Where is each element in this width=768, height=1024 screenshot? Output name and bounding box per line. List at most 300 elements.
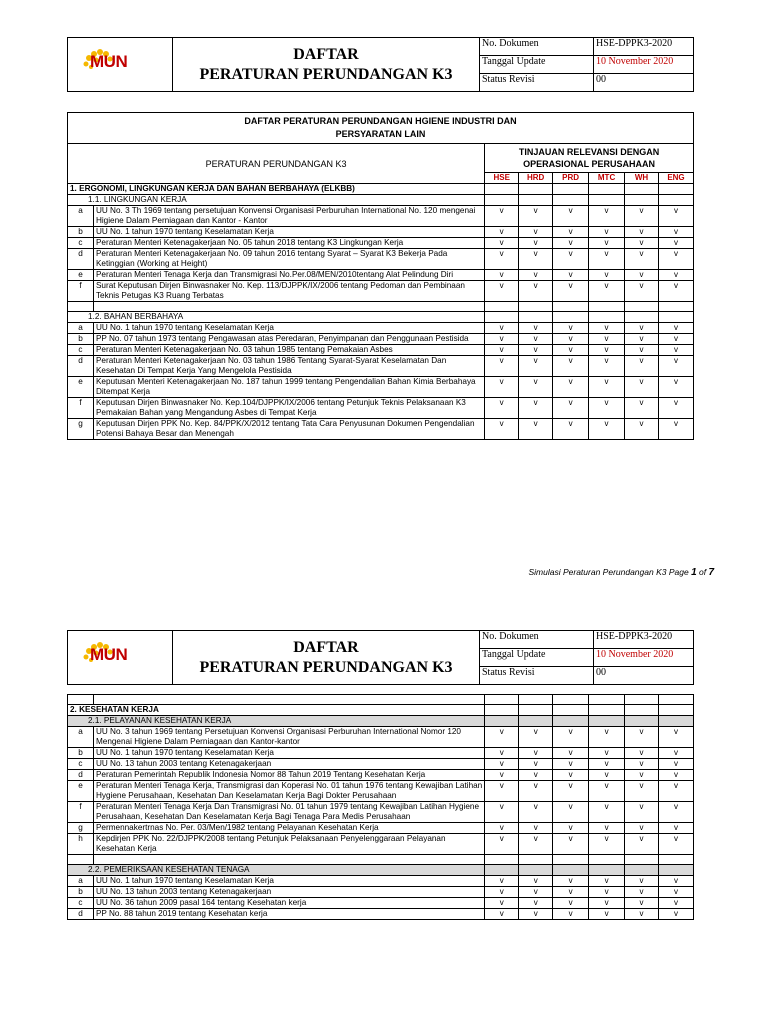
check-mark-eng: v xyxy=(658,887,693,898)
check-mark-wh: v xyxy=(625,770,659,781)
empty-cell xyxy=(519,855,553,865)
check-mark-hrd: v xyxy=(519,727,553,748)
check-mark-wh: v xyxy=(625,727,659,748)
empty-cell xyxy=(658,184,693,195)
check-mark-hrd: v xyxy=(519,281,553,302)
col-regulation-header: PERATURAN PERUNDANGAN K3 xyxy=(68,144,485,184)
check-mark-hse: v xyxy=(485,323,519,334)
check-mark-prd: v xyxy=(553,876,589,887)
empty-cell xyxy=(625,695,659,705)
check-mark-hse: v xyxy=(485,823,519,834)
check-mark-hrd: v xyxy=(519,823,553,834)
check-mark-hse: v xyxy=(485,781,519,802)
check-mark-eng: v xyxy=(658,377,693,398)
empty-cell xyxy=(625,312,659,323)
check-mark-wh: v xyxy=(625,781,659,802)
item-description: Keputusan Dirjen Binwasnaker No. Kep.104/DJPPK/IX/2006 tentang Petunjuk Teknis Pelaksanaan K3 Pemakaian Bahan yang Mengandung Asbes di Tempat Kerja xyxy=(93,398,484,419)
empty-cell xyxy=(519,302,553,312)
table-row xyxy=(68,206,694,227)
item-description: Peraturan Menteri Ketenagakerjaan No. 03 tahun 1986 Tentang Syarat-Syarat Keselamatan Dan Kesehatan Di Tempat Kerja Yang Mengelola Pestisida xyxy=(93,356,484,377)
item-letter: e xyxy=(68,377,94,398)
empty-cell xyxy=(553,184,589,195)
check-mark-hrd: v xyxy=(519,909,553,920)
empty-cell xyxy=(589,195,625,206)
empty-cell xyxy=(625,195,659,206)
table-row xyxy=(68,377,694,398)
empty-cell xyxy=(658,865,693,876)
empty-cell xyxy=(485,302,519,312)
check-mark-hse: v xyxy=(485,759,519,770)
section-title: 2. KESEHATAN KERJA xyxy=(68,705,485,716)
item-letter: a xyxy=(68,323,94,334)
section-row xyxy=(68,195,694,206)
item-letter: d xyxy=(68,249,94,270)
table-row xyxy=(68,345,694,356)
check-mark-eng: v xyxy=(658,270,693,281)
table-title xyxy=(68,113,694,144)
item-letter: b xyxy=(68,334,94,345)
revision-value: 00 xyxy=(594,74,694,92)
item-description: UU No. 1 tahun 1970 tentang Keselamatan Kerja xyxy=(93,227,484,238)
item-letter: f xyxy=(68,802,94,823)
item-description: Kepdirjen PPK No. 22/DJPPK/2008 tentang Petunjuk Pelaksanaan Penyelenggaraan Pelayanan Kesehatan Kerja xyxy=(93,834,484,855)
check-mark-wh: v xyxy=(625,281,659,302)
check-mark-prd: v xyxy=(553,345,589,356)
empty-cell xyxy=(589,855,625,865)
item-letter: c xyxy=(68,345,94,356)
section-row xyxy=(68,716,694,727)
check-mark-prd: v xyxy=(553,227,589,238)
check-mark-wh: v xyxy=(625,748,659,759)
check-mark-hse: v xyxy=(485,802,519,823)
empty-cell xyxy=(519,184,553,195)
section-row xyxy=(68,705,694,716)
check-mark-hrd: v xyxy=(519,377,553,398)
item-description: Peraturan Menteri Ketenagakerjaan No. 09 tahun 2016 tentang Syarat – Syarat K3 Bekerja Pada Ketinggian (Working at Height) xyxy=(93,249,484,270)
item-letter: a xyxy=(68,206,94,227)
section-title: 1.1. LINGKUNGAN KERJA xyxy=(68,195,485,206)
table-row xyxy=(68,909,694,920)
document-title xyxy=(173,38,480,92)
check-mark-mtc: v xyxy=(589,345,625,356)
check-mark-prd: v xyxy=(553,898,589,909)
document-header xyxy=(67,37,694,92)
check-mark-prd: v xyxy=(553,356,589,377)
regulation-table-page-2 xyxy=(67,694,694,920)
item-description: Keputusan Dirjen PPK No. Kep. 84/PPK/X/2012 tentang Tata Cara Penyusunan Dokumen Pengendalian Potensi Bahaya Besar dan Menengah xyxy=(93,419,484,440)
check-mark-wh: v xyxy=(625,270,659,281)
table-row xyxy=(68,834,694,855)
item-letter: c xyxy=(68,898,94,909)
empty-cell xyxy=(553,302,589,312)
check-mark-hrd: v xyxy=(519,781,553,802)
check-mark-prd: v xyxy=(553,419,589,440)
empty-cell xyxy=(519,865,553,876)
table-row xyxy=(68,802,694,823)
empty-cell xyxy=(589,705,625,716)
item-letter: e xyxy=(68,781,94,802)
check-mark-prd: v xyxy=(553,834,589,855)
item-description: PP No. 07 tahun 1973 tentang Pengawasan atas Peredaran, Penyimpanan dan Penggunaan Pestisida xyxy=(93,334,484,345)
item-letter: g xyxy=(68,823,94,834)
item-letter: b xyxy=(68,748,94,759)
section-row xyxy=(68,184,694,195)
logo-text: MUN xyxy=(90,645,128,664)
empty-cell xyxy=(553,705,589,716)
check-mark-hse: v xyxy=(485,334,519,345)
item-description: Surat Keputusan Dirjen Binwasnaker No. Kep. 113/DJPPK/IX/2006 tentang Pedoman dan Pembinaan Teknis Petugas K3 Ruang Terbatas xyxy=(93,281,484,302)
check-mark-hse: v xyxy=(485,270,519,281)
check-mark-hrd: v xyxy=(519,748,553,759)
empty-cell xyxy=(658,716,693,727)
check-mark-mtc: v xyxy=(589,781,625,802)
check-mark-hrd: v xyxy=(519,334,553,345)
section-title: 1.2. BAHAN BERBAHAYA xyxy=(68,312,485,323)
check-mark-eng: v xyxy=(658,249,693,270)
table-row xyxy=(68,323,694,334)
table-row xyxy=(68,270,694,281)
item-letter: d xyxy=(68,770,94,781)
dept-header-prd: PRD xyxy=(553,173,589,184)
empty-cell xyxy=(519,695,553,705)
empty-cell xyxy=(485,695,519,705)
check-mark-wh: v xyxy=(625,377,659,398)
item-description: PP No. 88 tahun 2019 tentang Kesehatan kerja xyxy=(93,909,484,920)
check-mark-prd: v xyxy=(553,323,589,334)
check-mark-hrd: v xyxy=(519,759,553,770)
check-mark-prd: v xyxy=(553,334,589,345)
footer-total: 7 xyxy=(708,567,714,578)
check-mark-hse: v xyxy=(485,748,519,759)
relevance-line-2: OPERASIONAL PERUSAHAAN xyxy=(523,159,656,169)
title-line-1: DAFTAR xyxy=(293,638,359,656)
item-description: Peraturan Menteri Tenaga Kerja, Transmigrasi dan Koperasi No. 01 tahun 1976 tentang Kewajiban Latihan Hygiene Perusahaan, Kesehatan Dan Keselamatan Kerja Bagi Dokter Perusahaan xyxy=(93,781,484,802)
item-letter: b xyxy=(68,887,94,898)
doc-no-value: HSE-DPPK3-2020 xyxy=(594,631,694,649)
empty-cell xyxy=(589,312,625,323)
check-mark-wh: v xyxy=(625,802,659,823)
check-mark-prd: v xyxy=(553,206,589,227)
item-description: Permennakertrnas No. Per. 03/Men/1982 tentang Pelayanan Kesehatan Kerja xyxy=(93,823,484,834)
check-mark-mtc: v xyxy=(589,887,625,898)
empty-cell xyxy=(553,695,589,705)
check-mark-wh: v xyxy=(625,876,659,887)
empty-cell xyxy=(553,855,589,865)
table-row xyxy=(68,249,694,270)
empty-cell xyxy=(553,716,589,727)
item-description: Keputusan Menteri Ketenagakerjaan No. 187 tahun 1999 tentang Pengendalian Bahan Kimia Berbahaya Ditempat Kerja xyxy=(93,377,484,398)
check-mark-prd: v xyxy=(553,887,589,898)
item-letter: d xyxy=(68,909,94,920)
empty-cell xyxy=(485,184,519,195)
check-mark-hse: v xyxy=(485,249,519,270)
table-row xyxy=(68,759,694,770)
item-description: UU No. 36 tahun 2009 pasal 164 tentang Kesehatan kerja xyxy=(93,898,484,909)
section-title: 1. ERGONOMI, LINGKUNGAN KERJA DAN BAHAN BERBAHAYA (ELKBB) xyxy=(68,184,485,195)
empty-cell xyxy=(553,195,589,206)
item-description: Peraturan Menteri Tenaga Kerja Dan Transmigrasi No. 01 tahun 1979 tentang Kewajiban Latihan Hygiene Perusahaan, Kesehatan Dan Keselamatan Kerja Bagi Tenaga Para Medis Perusahaan xyxy=(93,802,484,823)
section-title: 2.2. PEMERIKSAAN KESEHATAN TENAGA xyxy=(68,865,485,876)
check-mark-mtc: v xyxy=(589,356,625,377)
check-mark-hrd: v xyxy=(519,249,553,270)
check-mark-hrd: v xyxy=(519,238,553,249)
check-mark-wh: v xyxy=(625,323,659,334)
empty-cell xyxy=(658,195,693,206)
check-mark-wh: v xyxy=(625,898,659,909)
empty-cell xyxy=(485,716,519,727)
item-letter: g xyxy=(68,419,94,440)
check-mark-hrd: v xyxy=(519,876,553,887)
item-letter: c xyxy=(68,238,94,249)
check-mark-mtc: v xyxy=(589,323,625,334)
check-mark-prd: v xyxy=(553,770,589,781)
item-letter: a xyxy=(68,727,94,748)
check-mark-hse: v xyxy=(485,898,519,909)
check-mark-prd: v xyxy=(553,249,589,270)
check-mark-eng: v xyxy=(658,334,693,345)
page-footer xyxy=(400,567,714,578)
check-mark-wh: v xyxy=(625,356,659,377)
check-mark-eng: v xyxy=(658,727,693,748)
check-mark-mtc: v xyxy=(589,249,625,270)
check-mark-mtc: v xyxy=(589,898,625,909)
document-header-page-2 xyxy=(67,630,694,685)
item-letter: f xyxy=(68,398,94,419)
check-mark-mtc: v xyxy=(589,206,625,227)
check-mark-hse: v xyxy=(485,227,519,238)
logo-cell xyxy=(68,38,173,92)
update-label: Tanggal Update xyxy=(480,56,594,74)
check-mark-eng: v xyxy=(658,770,693,781)
item-description: UU No. 13 tahun 2003 tentang Ketenagakerjaan xyxy=(93,887,484,898)
empty-cell xyxy=(485,855,519,865)
blank-row xyxy=(68,695,694,705)
empty-cell xyxy=(589,716,625,727)
table-row xyxy=(68,727,694,748)
check-mark-prd: v xyxy=(553,398,589,419)
empty-cell xyxy=(658,705,693,716)
empty-cell xyxy=(625,184,659,195)
table-row xyxy=(68,398,694,419)
item-description: Peraturan Pemerintah Republik Indonesia Nomor 88 Tahun 2019 Tentang Kesehatan Kerja xyxy=(93,770,484,781)
dept-header-hse: HSE xyxy=(485,173,519,184)
item-description: UU No. 3 Th 1969 tentang persetujuan Konvensi Organisasi Perburuhan International No. 120 mengenai Higiene Dalam Perniagaan dan Kantor - Kantor xyxy=(93,206,484,227)
check-mark-eng: v xyxy=(658,238,693,249)
check-mark-prd: v xyxy=(553,823,589,834)
table-row xyxy=(68,876,694,887)
table-row xyxy=(68,356,694,377)
check-mark-wh: v xyxy=(625,887,659,898)
check-mark-hse: v xyxy=(485,398,519,419)
check-mark-mtc: v xyxy=(589,748,625,759)
title-line-1: DAFTAR xyxy=(293,45,359,63)
check-mark-hse: v xyxy=(485,887,519,898)
update-label: Tanggal Update xyxy=(480,649,594,667)
check-mark-eng: v xyxy=(658,876,693,887)
item-description: UU No. 1 tahun 1970 tentang Keselamatan Kerja xyxy=(93,748,484,759)
table-row xyxy=(68,781,694,802)
check-mark-mtc: v xyxy=(589,398,625,419)
check-mark-eng: v xyxy=(658,419,693,440)
doc-no-label: No. Dokumen xyxy=(480,38,594,56)
check-mark-mtc: v xyxy=(589,238,625,249)
item-letter: d xyxy=(68,356,94,377)
check-mark-wh: v xyxy=(625,419,659,440)
empty-cell xyxy=(519,716,553,727)
check-mark-hse: v xyxy=(485,345,519,356)
empty-cell xyxy=(658,855,693,865)
table-row xyxy=(68,227,694,238)
empty-cell xyxy=(625,705,659,716)
empty-cell xyxy=(485,865,519,876)
check-mark-mtc: v xyxy=(589,770,625,781)
check-mark-mtc: v xyxy=(589,334,625,345)
logo-cell xyxy=(68,631,173,685)
check-mark-hrd: v xyxy=(519,206,553,227)
check-mark-wh: v xyxy=(625,398,659,419)
footer-text: Simulasi Peraturan Perundangan K3 Page xyxy=(528,567,692,577)
update-value: 10 November 2020 xyxy=(594,649,694,667)
logo-text: MUN xyxy=(90,52,128,71)
table-row xyxy=(68,238,694,249)
empty-cell xyxy=(68,855,94,865)
title-line-2: PERATURAN PERUNDANGAN K3 xyxy=(199,65,453,83)
check-mark-prd: v xyxy=(553,727,589,748)
check-mark-mtc: v xyxy=(589,759,625,770)
revision-label: Status Revisi xyxy=(480,667,594,685)
check-mark-eng: v xyxy=(658,759,693,770)
empty-cell xyxy=(68,302,94,312)
check-mark-prd: v xyxy=(553,377,589,398)
check-mark-wh: v xyxy=(625,238,659,249)
empty-cell xyxy=(519,195,553,206)
empty-cell xyxy=(589,302,625,312)
footer-page: 1 xyxy=(691,567,697,578)
check-mark-wh: v xyxy=(625,823,659,834)
check-mark-mtc: v xyxy=(589,419,625,440)
check-mark-wh: v xyxy=(625,227,659,238)
check-mark-hrd: v xyxy=(519,802,553,823)
empty-cell xyxy=(93,302,484,312)
table-row xyxy=(68,281,694,302)
empty-cell xyxy=(553,312,589,323)
check-mark-mtc: v xyxy=(589,270,625,281)
empty-cell xyxy=(658,302,693,312)
check-mark-hrd: v xyxy=(519,898,553,909)
empty-cell xyxy=(485,312,519,323)
check-mark-hrd: v xyxy=(519,345,553,356)
check-mark-prd: v xyxy=(553,909,589,920)
check-mark-hse: v xyxy=(485,727,519,748)
check-mark-wh: v xyxy=(625,206,659,227)
check-mark-hse: v xyxy=(485,876,519,887)
item-letter: h xyxy=(68,834,94,855)
empty-cell xyxy=(485,195,519,206)
blank-row xyxy=(68,855,694,865)
empty-cell xyxy=(625,855,659,865)
check-mark-hse: v xyxy=(485,356,519,377)
check-mark-eng: v xyxy=(658,206,693,227)
item-description: Peraturan Menteri Ketenagakerjaan No. 03 tahun 1985 tentang Pemakaian Asbes xyxy=(93,345,484,356)
item-letter: a xyxy=(68,876,94,887)
item-description: UU No. 1 tahun 1970 tentang Keselamatan Kerja xyxy=(93,876,484,887)
item-letter: b xyxy=(68,227,94,238)
check-mark-eng: v xyxy=(658,898,693,909)
check-mark-hse: v xyxy=(485,419,519,440)
check-mark-hse: v xyxy=(485,238,519,249)
check-mark-eng: v xyxy=(658,227,693,238)
section-row xyxy=(68,865,694,876)
check-mark-hse: v xyxy=(485,281,519,302)
empty-cell xyxy=(68,695,94,705)
item-letter: c xyxy=(68,759,94,770)
item-description: UU No. 3 tahun 1969 tentang Persetujuan Konvensi Organisasi Perburuhan International Nomor 120 Mengenai Higiene Dalam Perniagaan dan Kantor-kantor xyxy=(93,727,484,748)
empty-cell xyxy=(485,705,519,716)
check-mark-prd: v xyxy=(553,238,589,249)
relevance-line-1: TINJAUAN RELEVANSI DENGAN xyxy=(518,147,660,157)
check-mark-prd: v xyxy=(553,802,589,823)
table-row xyxy=(68,887,694,898)
check-mark-eng: v xyxy=(658,781,693,802)
col-relevance-header xyxy=(485,144,694,173)
check-mark-eng: v xyxy=(658,909,693,920)
empty-cell xyxy=(625,302,659,312)
empty-cell xyxy=(589,865,625,876)
item-description: UU No. 13 tahun 2003 tentang Ketenagakerjaan xyxy=(93,759,484,770)
blank-row xyxy=(68,302,694,312)
empty-cell xyxy=(519,312,553,323)
table-row xyxy=(68,419,694,440)
check-mark-hrd: v xyxy=(519,398,553,419)
table-row xyxy=(68,334,694,345)
check-mark-hse: v xyxy=(485,834,519,855)
doc-no-label: No. Dokumen xyxy=(480,631,594,649)
empty-cell xyxy=(625,865,659,876)
document-title xyxy=(173,631,480,685)
check-mark-hrd: v xyxy=(519,356,553,377)
revision-value: 00 xyxy=(594,667,694,685)
check-mark-mtc: v xyxy=(589,909,625,920)
empty-cell xyxy=(519,705,553,716)
check-mark-hse: v xyxy=(485,770,519,781)
check-mark-mtc: v xyxy=(589,727,625,748)
check-mark-hrd: v xyxy=(519,270,553,281)
item-letter: e xyxy=(68,270,94,281)
check-mark-mtc: v xyxy=(589,834,625,855)
check-mark-eng: v xyxy=(658,356,693,377)
doc-no-value: HSE-DPPK3-2020 xyxy=(594,38,694,56)
check-mark-prd: v xyxy=(553,281,589,302)
revision-label: Status Revisi xyxy=(480,74,594,92)
update-value: 10 November 2020 xyxy=(594,56,694,74)
check-mark-wh: v xyxy=(625,759,659,770)
check-mark-hse: v xyxy=(485,909,519,920)
check-mark-wh: v xyxy=(625,334,659,345)
check-mark-prd: v xyxy=(553,781,589,802)
empty-cell xyxy=(658,312,693,323)
empty-cell xyxy=(553,865,589,876)
regulation-table-page-1 xyxy=(67,112,694,440)
footer-of: of xyxy=(696,567,709,577)
check-mark-mtc: v xyxy=(589,377,625,398)
check-mark-eng: v xyxy=(658,802,693,823)
check-mark-eng: v xyxy=(658,834,693,855)
title-line-2: PERATURAN PERUNDANGAN K3 xyxy=(199,658,453,676)
empty-cell xyxy=(93,695,484,705)
dept-header-mtc: MTC xyxy=(589,173,625,184)
empty-cell xyxy=(589,184,625,195)
table-title-line-1: DAFTAR PERATURAN PERUNDANGAN HGIENE INDUSTRI DAN xyxy=(244,116,517,126)
